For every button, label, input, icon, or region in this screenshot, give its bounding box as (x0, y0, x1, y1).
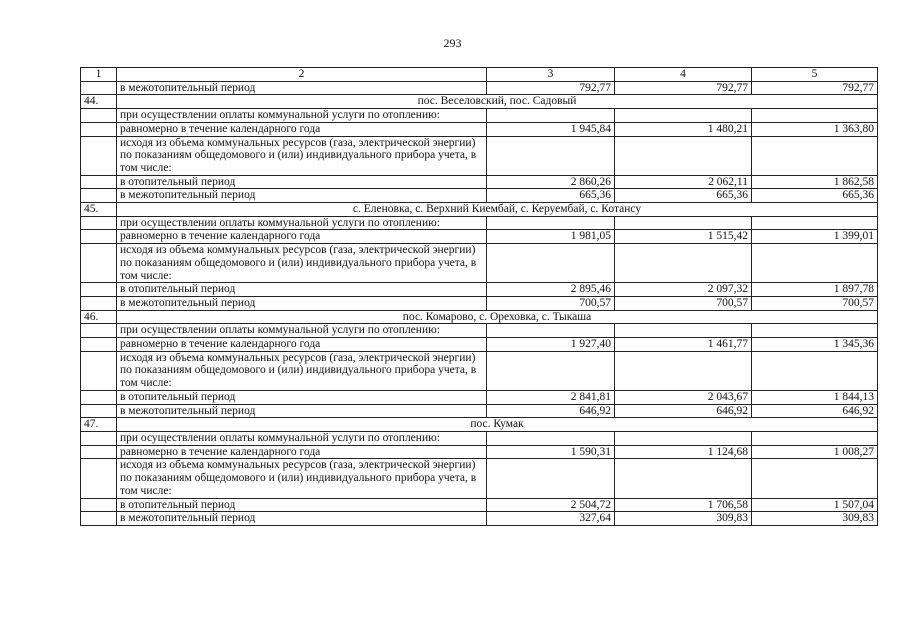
tariff-value-col-3: 1 981,05 (487, 230, 615, 244)
settlement-name: пос. Комарово, с. Ореховка, с. Тыкаша (117, 310, 878, 324)
tariff-value-col-3: 327,64 (487, 512, 615, 526)
table-row (81, 122, 878, 136)
tariff-value-col-5: 1 897,78 (752, 283, 878, 297)
tariff-value-col-4: 646,92 (615, 404, 752, 418)
tariff-value-col-3: 1 927,40 (487, 338, 615, 352)
row-number (81, 216, 117, 230)
tariff-value-col-5: 665,36 (752, 189, 878, 203)
table-row (81, 512, 878, 526)
tariff-value-col-4: 1 124,68 (615, 445, 752, 459)
row-number (81, 136, 117, 175)
tariff-value-col-3: 2 895,46 (487, 283, 615, 297)
row-number: 44. (81, 95, 117, 109)
row-number (81, 175, 117, 189)
row-number (81, 351, 117, 390)
tariff-value-col-5: 1 862,58 (752, 175, 878, 189)
table-row (81, 136, 878, 175)
tariff-value-col-3: 1 590,31 (487, 445, 615, 459)
tariff-value-col-3 (487, 459, 615, 498)
row-label: исходя из объема коммунальных ресурсов (газа, электрической энергии) по показаниям общедомового и (или) индивидуального прибора учета, в том числе: (117, 244, 487, 283)
row-number (81, 244, 117, 283)
row-number (81, 283, 117, 297)
tariff-value-col-3: 700,57 (487, 296, 615, 310)
tariff-value-col-4: 665,36 (615, 189, 752, 203)
tariff-value-col-4: 1 461,77 (615, 338, 752, 352)
row-number (81, 324, 117, 338)
tariff-value-col-3: 792,77 (487, 81, 615, 95)
row-number (81, 122, 117, 136)
tariff-value-col-4: 700,57 (615, 296, 752, 310)
row-number (81, 431, 117, 445)
row-label: в межотопительный период (117, 296, 487, 310)
tariff-value-col-4: 1 480,21 (615, 122, 752, 136)
tariff-value-col-4: 1 706,58 (615, 498, 752, 512)
table-row (81, 296, 878, 310)
tariff-value-col-5: 1 345,36 (752, 338, 878, 352)
page-number: 293 (443, 36, 462, 50)
tariff-value-col-3: 2 841,81 (487, 390, 615, 404)
table-row (81, 338, 878, 352)
row-label: в отопительный период (117, 283, 487, 297)
tariff-value-col-4 (615, 244, 752, 283)
row-number: 47. (81, 418, 117, 432)
tariff-value-col-5: 700,57 (752, 296, 878, 310)
row-label: равномерно в течение календарного года (117, 230, 487, 244)
table-row (81, 283, 878, 297)
table-row (81, 189, 878, 203)
table-row (81, 431, 878, 445)
tariff-value-col-3 (487, 324, 615, 338)
tariff-value-col-5: 1 363,80 (752, 122, 878, 136)
tariff-value-col-5: 1 844,13 (752, 390, 878, 404)
table-body (81, 81, 878, 525)
settlement-name: с. Еленовка, с. Верхний Киембай, с. Керуембай, с. Котансу (117, 203, 878, 217)
tariff-value-col-5 (752, 216, 878, 230)
settlement-row (81, 95, 878, 109)
row-number (81, 230, 117, 244)
row-number (81, 338, 117, 352)
tariff-value-col-4 (615, 431, 752, 445)
row-label: в отопительный период (117, 390, 487, 404)
row-label: равномерно в течение календарного года (117, 338, 487, 352)
row-label: исходя из объема коммунальных ресурсов (газа, электрической энергии) по показаниям общедомового и (или) индивидуального прибора учета, в том числе: (117, 136, 487, 175)
row-number (81, 390, 117, 404)
row-number (81, 296, 117, 310)
row-label: в отопительный период (117, 498, 487, 512)
row-label: исходя из объема коммунальных ресурсов (газа, электрической энергии) по показаниям общедомового и (или) индивидуального прибора учета, в том числе: (117, 351, 487, 390)
tariff-value-col-5: 1 008,27 (752, 445, 878, 459)
tariff-value-col-3: 2 860,26 (487, 175, 615, 189)
row-label: в межотопительный период (117, 404, 487, 418)
tariff-value-col-4: 2 043,67 (615, 390, 752, 404)
row-label: в межотопительный период (117, 189, 487, 203)
row-label: при осуществлении оплаты коммунальной услуги по отоплению: (117, 109, 487, 123)
tariff-value-col-5 (752, 136, 878, 175)
table-row (81, 459, 878, 498)
column-number-5: 5 (752, 68, 878, 82)
tariff-value-col-4: 2 062,11 (615, 175, 752, 189)
table-row (81, 324, 878, 338)
tariff-value-col-3 (487, 136, 615, 175)
settlement-row (81, 418, 878, 432)
tariff-value-col-4 (615, 324, 752, 338)
row-number (81, 445, 117, 459)
table-row (81, 81, 878, 95)
tariff-value-col-3: 2 504,72 (487, 498, 615, 512)
row-number (81, 109, 117, 123)
table-header (81, 68, 878, 82)
tariff-value-col-5 (752, 244, 878, 283)
tariff-value-col-5 (752, 324, 878, 338)
row-label: равномерно в течение календарного года (117, 122, 487, 136)
tariff-value-col-5: 646,92 (752, 404, 878, 418)
row-label: исходя из объема коммунальных ресурсов (газа, электрической энергии) по показаниям общедомового и (или) индивидуального прибора учета, в том числе: (117, 459, 487, 498)
tariff-value-col-5 (752, 459, 878, 498)
table-row (81, 230, 878, 244)
tariff-value-col-5: 309,83 (752, 512, 878, 526)
tariff-value-col-4 (615, 109, 752, 123)
row-label: в отопительный период (117, 175, 487, 189)
tariff-value-col-4: 792,77 (615, 81, 752, 95)
row-label: при осуществлении оплаты коммунальной услуги по отоплению: (117, 216, 487, 230)
tariff-value-col-4 (615, 351, 752, 390)
row-number (81, 459, 117, 498)
column-number-row (81, 68, 878, 82)
tariff-value-col-3: 646,92 (487, 404, 615, 418)
tariff-value-col-4 (615, 136, 752, 175)
tariff-value-col-3 (487, 244, 615, 283)
row-number: 45. (81, 203, 117, 217)
table-row (81, 404, 878, 418)
row-label: при осуществлении оплаты коммунальной услуги по отоплению: (117, 324, 487, 338)
table-row (81, 390, 878, 404)
table-row (81, 244, 878, 283)
tariff-value-col-5 (752, 109, 878, 123)
tariff-value-col-3: 665,36 (487, 189, 615, 203)
table-row (81, 351, 878, 390)
tariff-value-col-5 (752, 351, 878, 390)
tariff-value-col-4 (615, 459, 752, 498)
tariff-value-col-4: 1 515,42 (615, 230, 752, 244)
tariff-value-col-5: 792,77 (752, 81, 878, 95)
table-row (81, 109, 878, 123)
row-number (81, 498, 117, 512)
row-number (81, 81, 117, 95)
tariff-value-col-3 (487, 431, 615, 445)
row-number (81, 404, 117, 418)
column-number-3: 3 (487, 68, 615, 82)
tariff-table (80, 67, 878, 526)
settlement-row (81, 203, 878, 217)
table-row (81, 175, 878, 189)
table-row (81, 498, 878, 512)
row-number (81, 512, 117, 526)
tariff-value-col-4: 2 097,32 (615, 283, 752, 297)
tariff-value-col-5: 1 399,01 (752, 230, 878, 244)
row-label: при осуществлении оплаты коммунальной услуги по отоплению: (117, 431, 487, 445)
tariff-value-col-4: 309,83 (615, 512, 752, 526)
table-row (81, 216, 878, 230)
tariff-value-col-3 (487, 216, 615, 230)
row-label: в межотопительный период (117, 81, 487, 95)
row-number: 46. (81, 310, 117, 324)
row-number (81, 189, 117, 203)
tariff-value-col-3 (487, 351, 615, 390)
column-number-2: 2 (117, 68, 487, 82)
row-label: равномерно в течение календарного года (117, 445, 487, 459)
tariff-value-col-5: 1 507,04 (752, 498, 878, 512)
settlement-row (81, 310, 878, 324)
tariff-value-col-4 (615, 216, 752, 230)
tariff-value-col-3 (487, 109, 615, 123)
row-label: в межотопительный период (117, 512, 487, 526)
column-number-4: 4 (615, 68, 752, 82)
table-row (81, 445, 878, 459)
tariff-value-col-5 (752, 431, 878, 445)
settlement-name: пос. Кумак (117, 418, 878, 432)
column-number-1: 1 (81, 68, 117, 82)
tariff-value-col-3: 1 945,84 (487, 122, 615, 136)
settlement-name: пос. Веселовский, пос. Садовый (117, 95, 878, 109)
